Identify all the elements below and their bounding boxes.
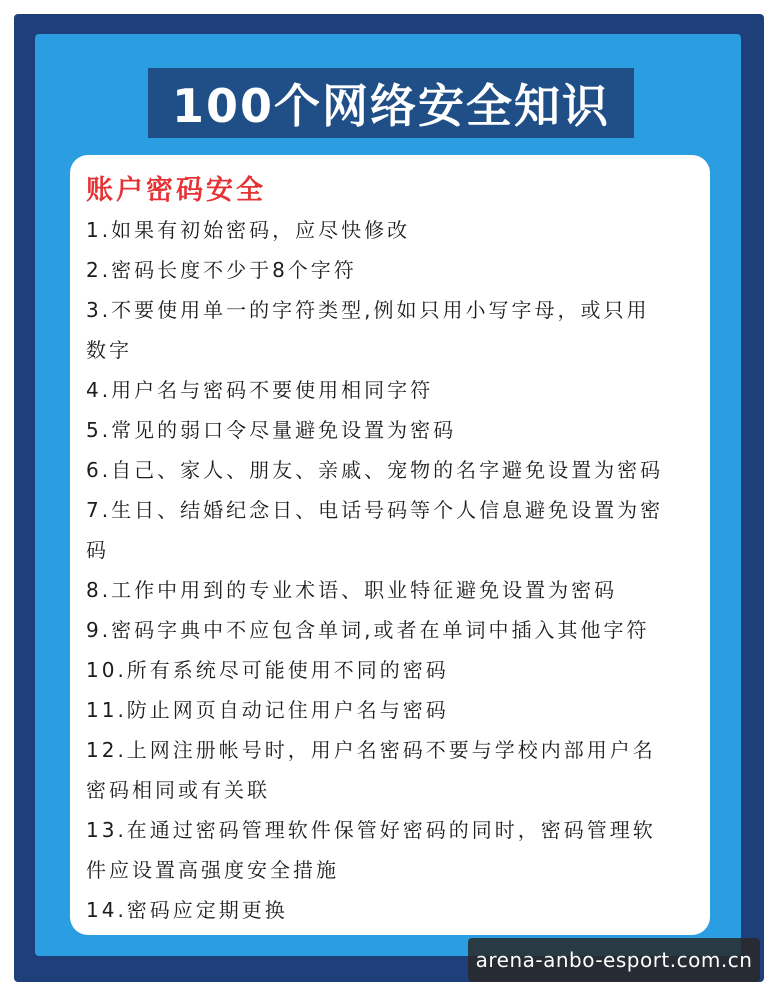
list-item: 11.防止网页自动记住用户名与密码 <box>86 698 449 722</box>
list-item: 3.不要使用单一的字符类型,例如只用小写字母，或只用 <box>86 298 650 322</box>
list-item: 密码相同或有关联 <box>86 778 270 802</box>
list-item: 7.生日、结婚纪念日、电话号码等个人信息避免设置为密 <box>86 498 664 522</box>
list-item: 13.在通过密码管理软件保管好密码的同时，密码管理软 <box>86 818 656 842</box>
page-title: 100个网络安全知识 <box>171 79 611 133</box>
list-item: 9.密码字典中不应包含单词,或者在单词中插入其他字符 <box>86 618 650 642</box>
list-item: 码 <box>86 538 109 562</box>
list-item: 10.所有系统尽可能使用不同的密码 <box>86 658 449 682</box>
list-item: 8.工作中用到的专业术语、职业特征避免设置为密码 <box>86 578 618 602</box>
list-item: 5.常见的弱口令尽量避免设置为密码 <box>86 418 457 442</box>
section-title: 账户密码安全 <box>86 175 266 206</box>
list-item: 1.如果有初始密码，应尽快修改 <box>86 218 411 242</box>
title-banner <box>148 68 634 138</box>
watermark <box>468 938 760 982</box>
list-item: 6.自己、家人、朋友、亲戚、宠物的名字避免设置为密码 <box>86 458 664 482</box>
list-item: 4.用户名与密码不要使用相同字符 <box>86 378 434 402</box>
list-item: 数字 <box>86 338 132 362</box>
list-item: 12.上网注册帐号时，用户名密码不要与学校内部用户名 <box>86 738 656 762</box>
watermark-text: arena-anbo-esport.com.cn <box>475 948 753 972</box>
list-item: 14.密码应定期更换 <box>86 898 288 922</box>
list-item: 件应设置高强度安全措施 <box>86 858 339 882</box>
list-item: 2.密码长度不少于8个字符 <box>86 258 357 282</box>
